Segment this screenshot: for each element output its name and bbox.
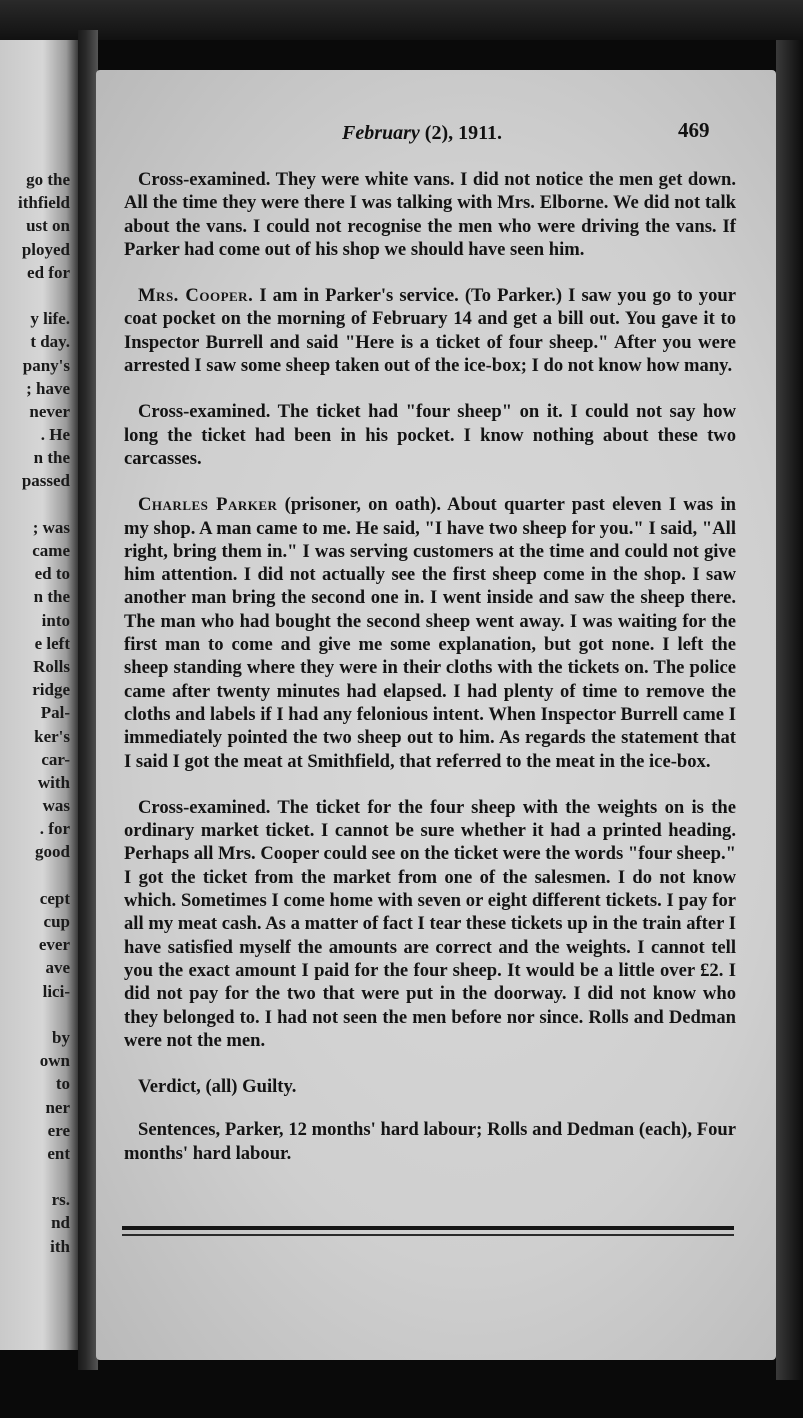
- left-page-line: Pal-: [40, 703, 70, 723]
- paragraph-text: (prisoner, on oath). About quarter past eleven I was in my shop. A man came to me. He said, "I have two sheep for you." I said, "All right, bring them in." I was serving customers at the time and could not give him attention. I did not actually see the first sheep come in the shop. I saw another man bring the second one in. I went inside and saw the sheep there. The man who had bought the second sheep went away. I was waiting for the first man to come and give me some explanation, but got none. I left the sheep standing where they were in their cloths with the tickets on. The police came after twenty minutes had elapsed. I had plenty of time to remove the cloths and labels if I had any felonious intent. When Inspector Burrell came I immediately pointed the two sheep out to him. As regards the statement that I said I got the meat at Smithfield, that referred to the meat in the ice-box.: [124, 494, 737, 772]
- left-page-line: [0, 864, 78, 887]
- left-page-line: ith: [50, 1236, 70, 1256]
- closing-rule-thick: [122, 1226, 734, 1230]
- left-page-line: ed to: [34, 564, 70, 584]
- paragraph-text: I am in Parker's service. (To Parker.) I saw you go to your coat pocket on the morning of February 14 and get a bill out. You gave it to Inspector Burrell and said "Here is a ticket of four sheep." After you were arrested I saw some sheep taken out of the ice-box; I do not know how many.: [124, 285, 736, 377]
- left-page-line: car-: [41, 749, 70, 769]
- left-page-line: t day.: [30, 332, 70, 352]
- speaker-name: Charles Parker: [138, 494, 278, 516]
- running-head-date: (2), 1911.: [419, 122, 503, 144]
- left-page-line: came: [32, 541, 70, 560]
- page-header: [96, 118, 776, 148]
- paragraph-text: Cross-examined. They were white vans. I did not notice the men get down. All the time they were there I was talking with Mrs. Elborne. We did not talk about the vans. I could not recognise the men who were driving the vans. If Parker had come out of his shop we should have seen him.: [124, 169, 736, 260]
- left-page-line: n the: [33, 587, 70, 607]
- paragraph: [124, 400, 736, 470]
- left-page-line: ever: [38, 935, 70, 955]
- left-page-line: ployed: [21, 239, 70, 259]
- left-page-line: good: [35, 842, 70, 862]
- left-page-line: with: [37, 772, 70, 792]
- left-page-line: ; have: [26, 378, 70, 398]
- left-page-line: Rolls: [33, 656, 70, 676]
- left-page-line: passed: [21, 471, 70, 491]
- left-page-line: ker's: [34, 726, 70, 746]
- closing-rule-thin: [122, 1234, 734, 1236]
- paragraph: [124, 493, 736, 773]
- left-page-line: to: [55, 1074, 70, 1094]
- left-page-line: n the: [33, 448, 70, 468]
- left-page-line: ere: [47, 1120, 70, 1140]
- paragraph-text: Cross-examined. The ticket had "four sheep" on it. I could not say how long the ticket had been in his pocket. I know nothing about these two carcasses.: [124, 401, 736, 469]
- paragraph: [124, 168, 736, 261]
- left-page-line: cup: [43, 912, 70, 931]
- left-page-line: [0, 284, 78, 307]
- book-gutter: [78, 30, 98, 1370]
- sentences: [124, 1118, 736, 1165]
- paragraph: [124, 796, 736, 1052]
- speaker-name: Mrs. Cooper.: [138, 285, 254, 307]
- right-edge-shadow: [776, 40, 803, 1380]
- scan-top-border: [0, 0, 803, 40]
- left-page-line: ent: [47, 1143, 70, 1163]
- left-page-line: own: [39, 1051, 70, 1071]
- left-page-line: . for: [39, 819, 70, 839]
- left-page-line: nd: [51, 1213, 70, 1233]
- left-page-line: . He: [40, 425, 70, 445]
- left-page-line: into: [41, 610, 70, 630]
- paragraph: [124, 284, 736, 377]
- paragraph-text: Verdict, (all) Guilty.: [138, 1076, 297, 1098]
- left-page-line: ridge: [32, 680, 70, 700]
- main-page: [96, 70, 776, 1360]
- left-page-line: e left: [34, 633, 70, 653]
- left-page-line: never: [29, 401, 70, 421]
- left-page-line: ; was: [32, 517, 70, 537]
- left-page-line: ust on: [26, 216, 70, 236]
- page-number: 469: [678, 118, 710, 142]
- left-page-line: by: [52, 1027, 70, 1047]
- page-body: [124, 168, 736, 1188]
- left-page-line: ithfield: [18, 193, 70, 213]
- left-page-line: lici-: [42, 981, 70, 1001]
- left-page-line: y life.: [30, 309, 70, 329]
- left-page-line: [0, 1165, 78, 1188]
- left-page-line: go the: [26, 170, 70, 189]
- running-head-month: February: [342, 122, 420, 144]
- left-page-line: [0, 493, 78, 516]
- running-head: [342, 122, 502, 145]
- left-page-line: rs.: [51, 1190, 70, 1210]
- left-page-line: was: [42, 796, 70, 816]
- paragraph-text: Sentences, Parker, 12 months' hard labour; Rolls and Dedman (each), Four months' hard labour.: [124, 1119, 736, 1164]
- left-page-line: pany's: [22, 355, 70, 375]
- verdict: [124, 1075, 736, 1098]
- left-page-line: [0, 1003, 78, 1026]
- paragraph-text: Cross-examined. The ticket for the four sheep with the weights on is the ordinary market ticket. I cannot be sure whether it had a printed heading. Perhaps all Mrs. Cooper could see on the ticket were the words "four sheep." I got the ticket from the market from one of the salesmen. I do not know which. Sometimes I come home with seven or eight different tickets. I pay for all my meat cash. As a matter of fact I tear these tickets up in the train after I have satisfied myself the amounts are correct and the weights. I cannot tell you the exact amount I paid for the four sheep. It would be a little over £2. I did not pay for the two that were put in the doorway. I did not know who they belonged to. I had not seen the men before nor since. Rolls and Dedman were not the men.: [124, 796, 736, 1051]
- left-page-fragment: [0, 40, 78, 1350]
- left-page-line: ed for: [27, 262, 70, 282]
- left-page-line: cept: [39, 888, 70, 908]
- left-page-line: ave: [45, 958, 70, 978]
- left-page-lines: [0, 168, 78, 1258]
- left-page-line: ner: [45, 1097, 70, 1117]
